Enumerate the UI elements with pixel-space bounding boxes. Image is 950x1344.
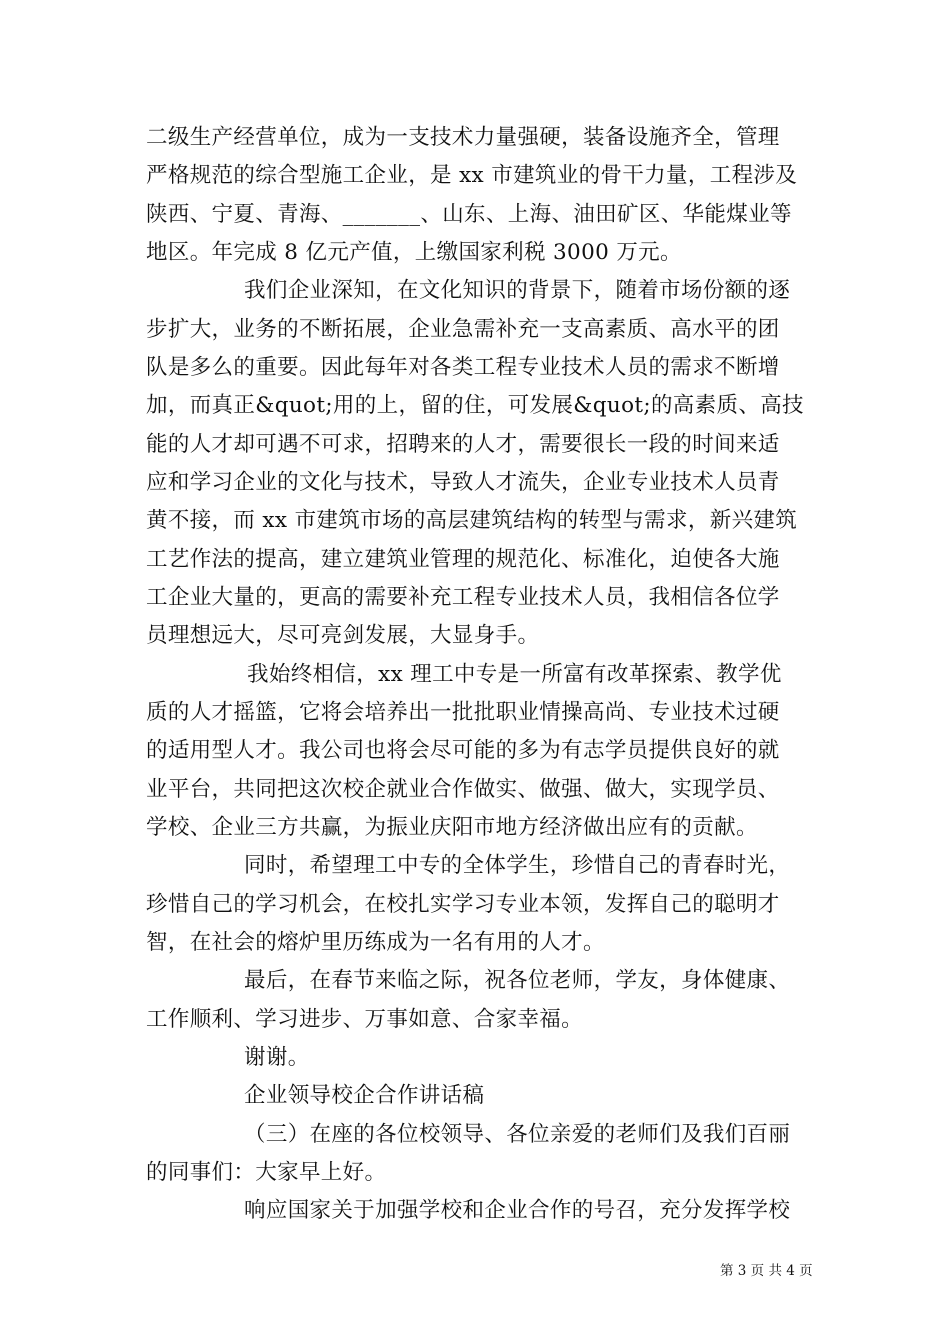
body-text-line: 的适用型人才。我公司也将会尽可能的多为有志学员提供良好的就: [146, 738, 780, 763]
paragraph-first-line: 我始终相信，xx 理工中专是一所富有改革探索、教学优: [247, 662, 782, 687]
body-text-line: 地区。年完成 8 亿元产值，上缴国家利税 3000 万元。: [146, 240, 682, 265]
body-text-line: 陕西、宁夏、青海、_______、山东、上海、油田矿区、华能煤业等: [146, 202, 792, 227]
body-text-line: 珍惜自己的学习机会，在校扎实学习专业本领，发挥自己的聪明才: [146, 892, 780, 917]
body-text-line: 质的人才摇篮，它将会培养出一批批职业情操高尚、专业技术过硬: [146, 700, 780, 725]
body-text-line: 工企业大量的，更高的需要补充工程专业技术人员，我相信各位学: [146, 585, 780, 610]
body-text-line: 黄不接，而 xx 市建筑市场的高层建筑结构的转型与需求，新兴建筑: [146, 508, 798, 533]
body-text-line: 严格规范的综合型施工企业，是 xx 市建筑业的骨干力量，工程涉及: [146, 163, 798, 188]
body-text-line: 员理想远大，尽可亮剑发展，大显身手。: [146, 623, 540, 648]
paragraph-first-line: 最后，在春节来临之际，祝各位老师，学友，身体健康、: [244, 968, 791, 993]
body-text-line: 工作顺利、学习进步、万事如意、合家幸福。: [146, 1007, 584, 1032]
body-text-line: 能的人才却可遇不可求，招聘来的人才，需要很长一段的时间来适: [146, 432, 780, 457]
page-number-footer: 第 3 页 共 4 页: [720, 1263, 813, 1279]
body-text-line: 二级生产经营单位，成为一支技术力量强硬，装备设施齐全，管理: [146, 125, 780, 150]
paragraph-first-line: 同时，希望理工中专的全体学生，珍惜自己的青春时光，: [244, 853, 791, 878]
body-text-line: 工艺作法的提高，建立建筑业管理的规范化、标准化，迫使各大施: [146, 547, 780, 572]
paragraph-first-line: （三）在座的各位校领导、各位亲爱的老师们及我们百丽: [244, 1122, 791, 1147]
paragraph-first-line: 响应国家关于加强学校和企业合作的号召，充分发挥学校: [244, 1198, 791, 1223]
body-text-line: 的同事们：大家早上好。: [146, 1160, 387, 1185]
closing-text: 谢谢。: [244, 1045, 310, 1070]
body-text-line: 步扩大，业务的不断拓展，企业急需补充一支高素质、高水平的团: [146, 317, 780, 342]
body-text-line: 应和学习企业的文化与技术，导致人才流失，企业专业技术人员青: [146, 470, 780, 495]
body-text-line: 加，而真正&quot;用的上，留的住，可发展&quot;的高素质、高技: [146, 393, 804, 418]
body-text-line: 业平台，共同把这次校企就业合作做实、做强、做大，实现学员、: [146, 777, 780, 802]
section-heading: 企业领导校企合作讲话稿: [244, 1083, 485, 1108]
body-text-line: 智，在社会的熔炉里历练成为一名有用的人才。: [146, 930, 605, 955]
body-text-line: 学校、企业三方共赢，为振业庆阳市地方经济做出应有的贡献。: [146, 815, 758, 840]
paragraph-first-line: 我们企业深知，在文化知识的背景下，随着市场份额的逐: [244, 278, 791, 303]
body-text-line: 队是多么的重要。因此每年对各类工程专业技术人员的需求不断增: [146, 355, 780, 380]
